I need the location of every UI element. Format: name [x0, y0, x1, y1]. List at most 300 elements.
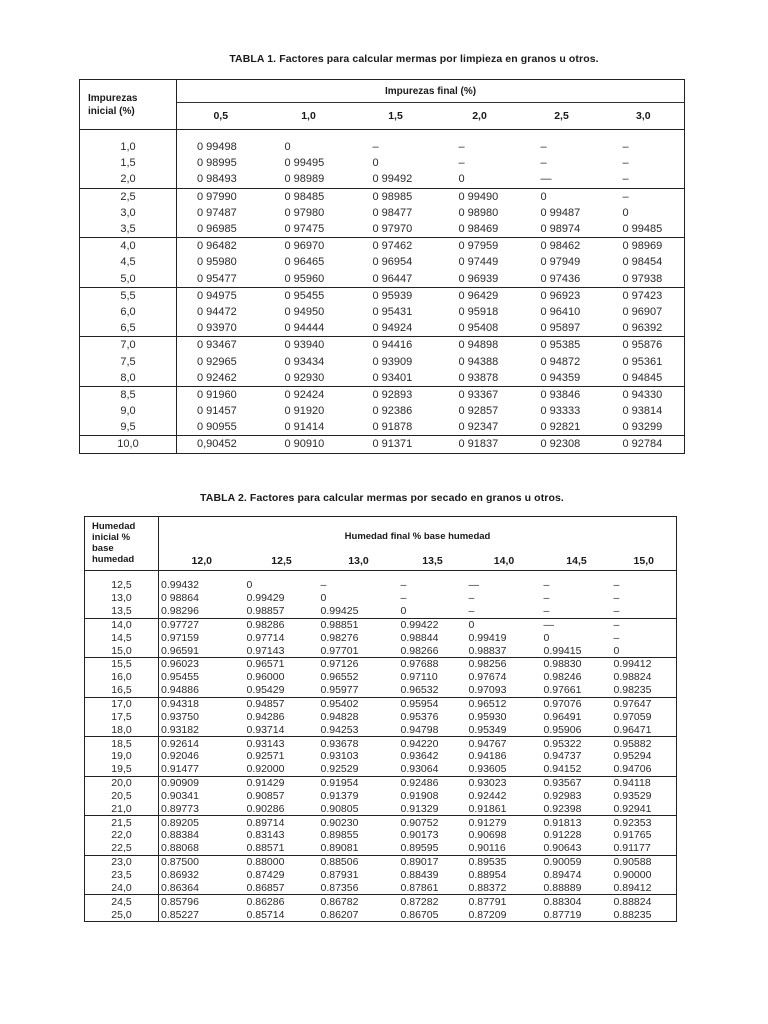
initial-value-cell: 4,5	[80, 254, 177, 270]
factor-cell: 0 92308	[540, 438, 581, 451]
factor-cell: 0 95960	[265, 271, 353, 288]
factor-cell: 0.86207	[320, 908, 359, 921]
factor-cell: 0.96491	[543, 710, 582, 723]
initial-value-cell: 9,0	[80, 403, 177, 419]
factor-cell: 0.94318	[161, 698, 199, 711]
table-row	[85, 697, 677, 710]
factor-cell: 0.87429	[246, 868, 285, 881]
factor-cell: 0 97475	[265, 221, 353, 238]
factor-cell: 0.93529	[613, 789, 652, 802]
initial-value-cell: 5,0	[80, 271, 177, 288]
factor-cell: –	[613, 618, 620, 631]
factor-cell: 0	[622, 206, 629, 219]
factor-cell: 0 95980	[197, 256, 237, 269]
table-row	[85, 776, 677, 789]
factor-cell: –	[543, 579, 550, 592]
initial-value-cell: 8,0	[80, 370, 177, 387]
initial-value-cell: 23,5	[85, 869, 159, 882]
factor-cell: –	[622, 141, 629, 154]
factor-cell: 0	[284, 141, 291, 154]
factor-cell: 0 97462	[372, 240, 413, 253]
factor-cell: 0.97688	[400, 658, 439, 671]
table1-corner-header	[80, 80, 177, 130]
factor-cell: 0 96923	[540, 289, 581, 302]
factor-cell: 0.95882	[613, 737, 652, 750]
initial-value-cell: 9,5	[80, 419, 177, 436]
factor-cell: 0 95385	[540, 339, 581, 352]
initial-value-cell: 24,0	[85, 881, 159, 894]
initial-value-cell: 24,5	[85, 895, 159, 908]
table1-col-header: 2,5	[521, 103, 603, 130]
table-row	[85, 895, 677, 908]
initial-value-cell: 18,5	[85, 737, 159, 750]
initial-value-cell: 13,0	[85, 592, 159, 605]
table-row	[80, 304, 685, 320]
factor-cell: 0.98296	[159, 605, 245, 618]
table-row	[80, 353, 685, 369]
table2-corner-line-2: inicial %	[92, 532, 131, 543]
factor-cell: 0.95402	[320, 698, 359, 711]
factor-cell: 0 94845	[603, 370, 685, 387]
factor-cell: 0 98985	[372, 190, 413, 203]
factor-cell: 0.85227	[161, 908, 199, 921]
factor-cell: 0 98974	[521, 221, 603, 238]
initial-value-cell: 20,0	[85, 776, 159, 789]
table-row	[85, 684, 677, 697]
table-row	[80, 171, 685, 188]
table-row	[85, 802, 677, 815]
factor-cell: 0.97714	[246, 631, 285, 644]
factor-cell: 0.89714	[246, 816, 285, 829]
factor-cell: 0 98969	[622, 240, 663, 253]
factor-cell: –	[320, 579, 327, 592]
factor-cell: 0.90805	[319, 802, 399, 815]
factor-cell: 0.90230	[320, 816, 359, 829]
factor-cell: 0.88384	[161, 829, 199, 842]
factor-cell: 0	[246, 579, 253, 592]
table1-span-header: Impurezas final (%)	[177, 80, 685, 103]
factor-cell: 0.96532	[399, 684, 467, 697]
factor-cell: 0	[320, 592, 327, 605]
table-row	[85, 790, 677, 803]
factor-cell: 0.91279	[468, 816, 507, 829]
factor-cell: 0.92614	[161, 737, 199, 750]
factor-cell: 0 97449	[458, 256, 499, 269]
factor-cell: 0.99425	[319, 605, 399, 618]
factor-cell: –	[613, 592, 620, 605]
factor-cell: 0.89474	[543, 868, 582, 881]
table-row	[85, 855, 677, 868]
factor-cell: 0 92821	[521, 419, 603, 436]
factor-cell: –	[400, 592, 407, 605]
factor-cell: 0.86932	[161, 868, 199, 881]
initial-value-cell: 3,0	[80, 205, 177, 221]
factor-cell: 0 98477	[372, 206, 413, 219]
factor-cell: 0.92983	[543, 789, 582, 802]
factor-cell: 0 94388	[458, 355, 499, 368]
factor-cell: 0.90116	[467, 842, 542, 855]
factor-cell: 0.95455	[161, 671, 199, 684]
factor-cell: 0 94898	[458, 339, 499, 352]
factor-cell: 0.92941	[612, 802, 677, 815]
factor-cell: 0.93750	[161, 710, 199, 723]
table-row	[80, 386, 685, 403]
table2-corner-header	[85, 517, 159, 571]
table-row	[85, 710, 677, 723]
table2-body	[85, 571, 677, 922]
factor-cell: 0 91837	[458, 438, 499, 451]
factor-cell: 0 93434	[284, 355, 325, 368]
factor-cell: 0.88235	[613, 908, 652, 921]
factor-cell: 0.90857	[246, 789, 285, 802]
initial-value-cell: 14,5	[85, 631, 159, 644]
factor-cell: 0.98844	[400, 631, 439, 644]
factor-cell: 0.91765	[613, 829, 652, 842]
factor-cell: 0.88506	[320, 856, 359, 869]
factor-cell: 0.95906	[542, 723, 612, 736]
factor-cell: 0 95455	[284, 289, 325, 302]
factor-cell: 0.89855	[320, 829, 359, 842]
table-row	[85, 908, 677, 921]
factor-cell: 0 97959	[458, 240, 499, 253]
initial-value-cell: 18,0	[85, 723, 159, 736]
factor-cell: –	[612, 605, 677, 618]
factor-cell: 0.90698	[468, 829, 507, 842]
factor-cell: 0.87209	[468, 908, 507, 921]
table1	[79, 79, 685, 454]
factor-cell: 0.98256	[468, 658, 507, 671]
factor-cell: –	[540, 141, 547, 154]
factor-cell: 0.92398	[542, 802, 612, 815]
factor-cell: 0 98864	[161, 592, 199, 605]
factor-cell: 0 96970	[284, 240, 325, 253]
factor-cell: —	[468, 579, 479, 592]
table1-corner-line-1: Impurezas	[88, 92, 138, 104]
table-row	[85, 842, 677, 855]
factor-cell: 0.96023	[161, 658, 199, 671]
factor-cell: 0.97076	[543, 698, 582, 711]
factor-cell: 0	[439, 171, 521, 188]
factor-cell: 0 98980	[458, 206, 499, 219]
factor-cell: 0 95876	[622, 339, 663, 352]
factor-cell: 0.86364	[159, 881, 245, 894]
factor-cell: 0.92486	[400, 777, 439, 790]
initial-value-cell: 25,0	[85, 908, 159, 921]
factor-cell: 0 96907	[622, 305, 663, 318]
table-row	[85, 723, 677, 736]
table1-header-gap	[80, 130, 685, 140]
factor-cell: 0.93023	[468, 777, 507, 790]
factor-cell: 0.99422	[400, 618, 439, 631]
factor-cell: 0.86857	[245, 881, 319, 894]
table-row	[80, 254, 685, 270]
table-row	[85, 618, 677, 631]
factor-cell: 0 98462	[540, 240, 581, 253]
factor-cell: 0.91861	[467, 802, 542, 815]
factor-cell: 0.98851	[320, 618, 359, 631]
factor-cell: 0.89412	[612, 881, 677, 894]
factor-cell: 0.97661	[542, 684, 612, 697]
factor-cell: –	[622, 190, 629, 203]
factor-cell: 0.97159	[161, 631, 199, 644]
factor-cell: 0.92442	[468, 789, 507, 802]
factor-cell: 0.93605	[467, 763, 542, 776]
factor-cell: —	[543, 618, 554, 631]
factor-cell: 0 97970	[353, 221, 439, 238]
factor-cell: 0.92571	[246, 750, 285, 763]
table-row	[85, 605, 677, 618]
factor-cell: 0 95897	[521, 320, 603, 337]
factor-cell: 0.97647	[613, 698, 652, 711]
table1-corner-line-2: inicial (%)	[88, 105, 135, 117]
factor-cell: 0.85796	[161, 895, 199, 908]
table-row	[80, 370, 685, 387]
table1-col-header: 2,0	[439, 103, 521, 130]
factor-cell: 0.93678	[320, 737, 359, 750]
factor-cell: 0 94359	[521, 370, 603, 387]
factor-cell: 0.96512	[468, 698, 507, 711]
table1-col-header: 0,5	[177, 103, 265, 130]
factor-cell: 0.98235	[612, 684, 677, 697]
initial-value-cell: 19,0	[85, 750, 159, 763]
factor-cell: 0.88571	[245, 842, 319, 855]
table2-col-header: 14,0	[467, 555, 542, 571]
factor-cell: 0 96410	[540, 305, 581, 318]
table-row	[80, 436, 685, 453]
table-row	[80, 238, 685, 255]
table2-corner-line-1: Humedad	[92, 521, 136, 532]
table-row	[80, 221, 685, 238]
factor-cell: 0.87791	[468, 895, 507, 908]
table-row	[80, 139, 685, 155]
spacer-cell	[85, 571, 159, 580]
factor-cell: 0.97093	[467, 684, 542, 697]
factor-cell: 0 92930	[265, 370, 353, 387]
factor-cell: 0.89773	[159, 802, 245, 815]
factor-cell: 0.93143	[246, 737, 285, 750]
factor-cell: 0 93333	[540, 405, 581, 418]
table-row	[85, 644, 677, 657]
factor-cell: 0 95408	[439, 320, 521, 337]
factor-cell: 0.91908	[400, 789, 439, 802]
factor-cell: 0	[540, 190, 547, 203]
factor-cell: 0.99412	[613, 658, 652, 671]
initial-value-cell: 23,0	[85, 855, 159, 868]
factor-cell: 0 91960	[197, 388, 237, 401]
factor-cell: 0.90059	[543, 856, 582, 869]
factor-cell: 0 96985	[177, 221, 265, 238]
factor-cell: –	[622, 157, 629, 170]
factor-cell: 0 93814	[622, 405, 663, 418]
factor-cell: –	[372, 141, 379, 154]
factor-cell: 0 99487	[540, 206, 581, 219]
factor-cell: 0 98469	[439, 221, 521, 238]
factor-cell: 0.94118	[613, 777, 651, 790]
table-row	[80, 271, 685, 288]
table-row	[85, 881, 677, 894]
initial-value-cell: 10,0	[80, 436, 177, 453]
factor-cell: 0.91329	[399, 802, 467, 815]
factor-cell: 0.89595	[399, 842, 467, 855]
table2-col-header: 13,0	[319, 555, 399, 571]
table2-corner-line-4: humedad	[92, 554, 135, 565]
table-row	[80, 287, 685, 304]
factor-cell: 0.94186	[468, 750, 507, 763]
factor-cell: 0.88000	[246, 856, 285, 869]
factor-cell: 0 97938	[603, 271, 685, 288]
table2-col-header: 15,0	[612, 555, 677, 571]
spacer-cell	[159, 571, 677, 580]
table-row	[85, 869, 677, 882]
table2-caption: TABLA 2. Factores para calcular mermas por secado en granos u otros.	[200, 492, 564, 504]
factor-cell: 0 91878	[353, 419, 439, 436]
factor-cell: 0.94286	[246, 710, 285, 723]
factor-cell: 0.88824	[613, 895, 652, 908]
factor-cell: 0 94330	[622, 388, 663, 401]
factor-cell: 0.92000	[245, 763, 319, 776]
initial-value-cell: 1,0	[80, 139, 177, 155]
factor-cell: 0 98454	[622, 256, 663, 269]
factor-cell: 0.91954	[320, 777, 359, 790]
factor-cell: –	[613, 631, 620, 644]
factor-cell: 0 95477	[177, 271, 265, 288]
initial-value-cell: 8,5	[80, 386, 177, 403]
factor-cell: 0.90588	[613, 856, 652, 869]
factor-cell: 0	[468, 618, 475, 631]
table-row	[80, 320, 685, 337]
table-row	[80, 403, 685, 419]
initial-value-cell: 16,0	[85, 671, 159, 684]
table2-col-header: 13,5	[399, 555, 467, 571]
factor-cell: 0 93970	[177, 320, 265, 337]
initial-value-cell: 2,5	[80, 188, 177, 205]
factor-cell: 0.94886	[159, 684, 245, 697]
factor-cell: 0.96471	[612, 723, 677, 736]
table2-corner-line-3: base	[92, 543, 114, 554]
factor-cell: 0 92857	[458, 405, 499, 418]
table1-col-header: 1,5	[353, 103, 439, 130]
factor-cell: 0 94444	[265, 320, 353, 337]
factor-cell: 0.99419	[468, 631, 507, 644]
factor-cell: 0.88372	[467, 881, 542, 894]
factor-cell: –	[400, 579, 407, 592]
factor-cell: 0.97059	[613, 710, 652, 723]
factor-cell: 0 92893	[372, 388, 413, 401]
table2-col-header: 12,0	[159, 555, 245, 571]
table-row	[80, 419, 685, 436]
table-row	[85, 631, 677, 644]
table2-header-gap	[85, 571, 677, 580]
factor-cell: 0.94767	[468, 737, 507, 750]
factor-cell: 0 98493	[177, 171, 265, 188]
factor-cell: –	[468, 592, 475, 605]
factor-cell: 0 92784	[622, 438, 663, 451]
factor-cell: 0 94472	[197, 305, 237, 318]
spacer-cell	[177, 130, 685, 140]
table1-col-header: 3,0	[603, 103, 685, 130]
factor-cell: 0.85714	[246, 908, 285, 921]
table-row	[80, 188, 685, 205]
factor-cell: 0 91920	[284, 405, 325, 418]
factor-cell: –	[603, 171, 685, 188]
factor-cell: 0 93299	[603, 419, 685, 436]
factor-cell: 0.95429	[245, 684, 319, 697]
factor-cell: 0.89017	[400, 856, 439, 869]
table-row	[85, 829, 677, 842]
factor-cell: 0.94798	[399, 723, 467, 736]
factor-cell: –	[542, 605, 612, 618]
table-row	[85, 579, 677, 592]
factor-cell: 0.90173	[400, 829, 439, 842]
factor-cell: 0.87861	[399, 881, 467, 894]
factor-cell: 0 97436	[521, 271, 603, 288]
factor-cell: 0 96482	[197, 240, 237, 253]
factor-cell: 0.92529	[319, 763, 399, 776]
initial-value-cell: 3,5	[80, 221, 177, 238]
factor-cell: 0.86705	[400, 908, 439, 921]
factor-cell: 0.98246	[543, 671, 582, 684]
table-row	[85, 750, 677, 763]
factor-cell: 0.89081	[319, 842, 399, 855]
factor-cell: 0.95322	[543, 737, 582, 750]
factor-cell: 0.94152	[542, 763, 612, 776]
factor-cell: 0.95294	[613, 750, 652, 763]
factor-cell: 0.96552	[320, 671, 359, 684]
initial-value-cell: 21,0	[85, 802, 159, 815]
table-row	[85, 592, 677, 605]
table-row	[80, 205, 685, 221]
factor-cell: 0.86782	[320, 895, 359, 908]
table2-column-headers	[85, 555, 677, 571]
factor-cell: 0 94975	[197, 289, 237, 302]
initial-value-cell: 7,5	[80, 353, 177, 369]
table2	[84, 516, 677, 922]
factor-cell: 0.91379	[320, 789, 359, 802]
factor-cell: 0.89205	[161, 816, 199, 829]
factor-cell: 0 92386	[372, 405, 413, 418]
factor-cell: —	[521, 171, 603, 188]
factor-cell: 0	[612, 644, 677, 657]
factor-cell: 0.93064	[399, 763, 467, 776]
factor-cell: 0.90341	[161, 789, 199, 802]
factor-cell: 0 96447	[353, 271, 439, 288]
initial-value-cell: 17,0	[85, 697, 159, 710]
factor-cell: 0.94253	[319, 723, 399, 736]
factor-cell: 0 91414	[265, 419, 353, 436]
factor-cell: 0 99498	[197, 141, 237, 154]
factor-cell: 0 96429	[458, 289, 499, 302]
initial-value-cell: 19,5	[85, 763, 159, 776]
factor-cell: 0.87931	[320, 868, 359, 881]
table1-body	[80, 130, 685, 454]
factor-cell: 0 93940	[284, 339, 325, 352]
factor-cell: 0 99492	[353, 171, 439, 188]
factor-cell: 0 96392	[603, 320, 685, 337]
factor-cell: –	[467, 605, 542, 618]
factor-cell: 0 97423	[622, 289, 663, 302]
initial-value-cell: 20,5	[85, 790, 159, 803]
factor-cell: 0.96591	[159, 644, 245, 657]
factor-cell: 0 90910	[284, 438, 325, 451]
factor-cell: 0 95918	[458, 305, 499, 318]
factor-cell: 0.91477	[159, 763, 245, 776]
factor-cell: 0 91457	[197, 405, 237, 418]
factor-cell: –	[458, 157, 465, 170]
table-row	[85, 671, 677, 684]
factor-cell: 0.99429	[246, 592, 285, 605]
initial-value-cell: 17,5	[85, 710, 159, 723]
initial-value-cell: 5,5	[80, 287, 177, 304]
